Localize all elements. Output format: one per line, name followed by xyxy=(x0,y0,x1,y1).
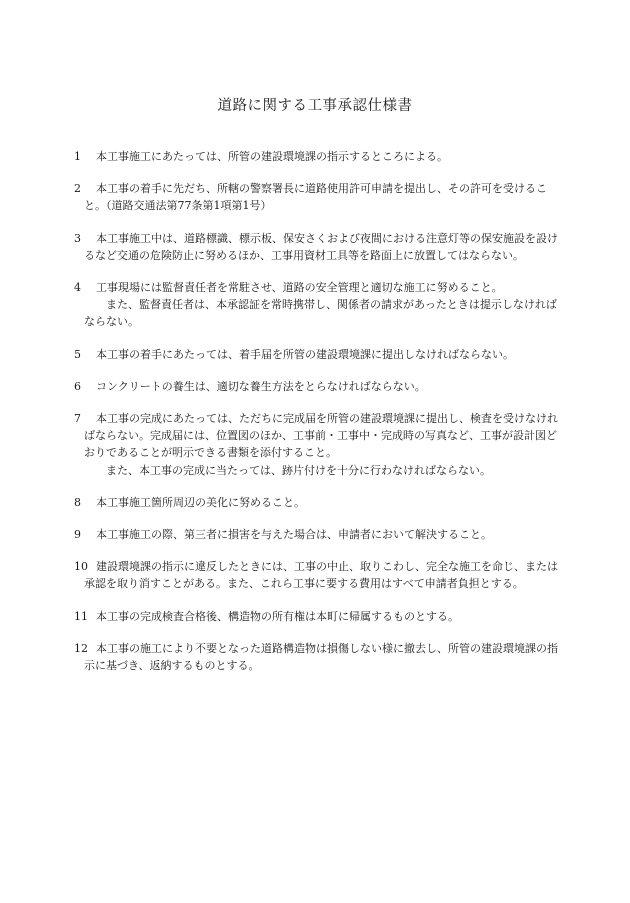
list-item xyxy=(74,640,560,674)
item-text: 本工事施工中は、道路標識、標示板、保安さくおよび夜間における注意灯等の保安施設を設けるなど交通の危険防止に努めるほか、工事用資材工具等を路面上に放置してはならない。 xyxy=(84,231,558,262)
item-number: 1 xyxy=(74,150,81,163)
item-number: 8 xyxy=(74,495,81,509)
item-text-continuation: また、監督責任者は、本承認証を常時携帯し、関係者の請求があったときは提示しなければならない。 xyxy=(84,298,557,329)
list-item xyxy=(74,148,560,165)
item-text: 本工事の完成にあたっては、ただちに完成届を所管の建設環境課に提出し、検査を受けなければならない。完成届には、位置図のほか、工事前・工事中・完成時の写真など、工事が設計図どおりであることが明示できる書類を添付すること。 xyxy=(84,412,558,460)
item-text: 本工事の着手に先だち、所轄の警察署長に道路使用許可申請を提出し、その許可を受けること。（道路交通法第77条第1項第1号） xyxy=(84,182,547,213)
specification-list xyxy=(74,148,560,689)
item-number: 6 xyxy=(74,379,81,393)
item-number: 9 xyxy=(74,528,81,542)
item-number: 10 xyxy=(74,560,88,574)
list-item xyxy=(74,410,560,479)
list-item xyxy=(74,378,560,395)
item-text: 工事現場には監督責任者を常駐させ、道路の安全管理と適切な施工に努めること。 xyxy=(96,281,503,295)
item-text: 本工事の施工により不要となった道路構造物は損傷しない様に撤去し、所管の建設環境課の指示に基づき、返納するものとする。 xyxy=(84,641,558,673)
item-number: 11 xyxy=(74,609,88,623)
item-number: 7 xyxy=(74,412,81,426)
list-item xyxy=(74,279,560,331)
list-item xyxy=(74,180,560,214)
item-text: 本工事施工にあたっては、所管の建設環境課の指示するところによる。 xyxy=(96,150,448,163)
item-text: 建設環境課の指示に違反したときには、工事の中止、取りこわし、完全な施工を命じ、または承認を取り消すことがある。また、これら工事に要する費用はすべて申請者負担とする。 xyxy=(84,560,558,591)
item-number: 3 xyxy=(74,231,81,245)
item-text: 本工事施工箇所周辺の美化に努めること。 xyxy=(96,495,305,509)
list-item xyxy=(74,608,560,625)
list-item xyxy=(74,494,560,511)
item-text: 本工事の完成検査合格後、構造物の所有権は本町に帰属するものとする。 xyxy=(96,609,459,623)
item-text: 本工事施工の際、第三者に損害を与えた場合は、申請者において解決すること。 xyxy=(96,528,492,542)
list-item xyxy=(74,558,560,592)
list-item xyxy=(74,526,560,543)
list-item xyxy=(74,230,560,264)
item-number: 2 xyxy=(74,182,81,196)
list-item xyxy=(74,346,560,363)
page-title: 道路に関する工事承認仕様書 xyxy=(217,98,413,114)
item-number: 4 xyxy=(74,281,81,295)
item-number: 12 xyxy=(74,641,88,655)
item-text: コンクリートの養生は、適切な養生方法をとらなければならない。 xyxy=(96,379,426,393)
item-text: 本工事の着手にあたっては、着手届を所管の建設環境課に提出しなければならない。 xyxy=(96,347,514,361)
item-text-continuation: また、本工事の完成に当たっては、跡片付けを十分に行わなければならない。 xyxy=(106,463,491,477)
item-number: 5 xyxy=(74,347,81,361)
